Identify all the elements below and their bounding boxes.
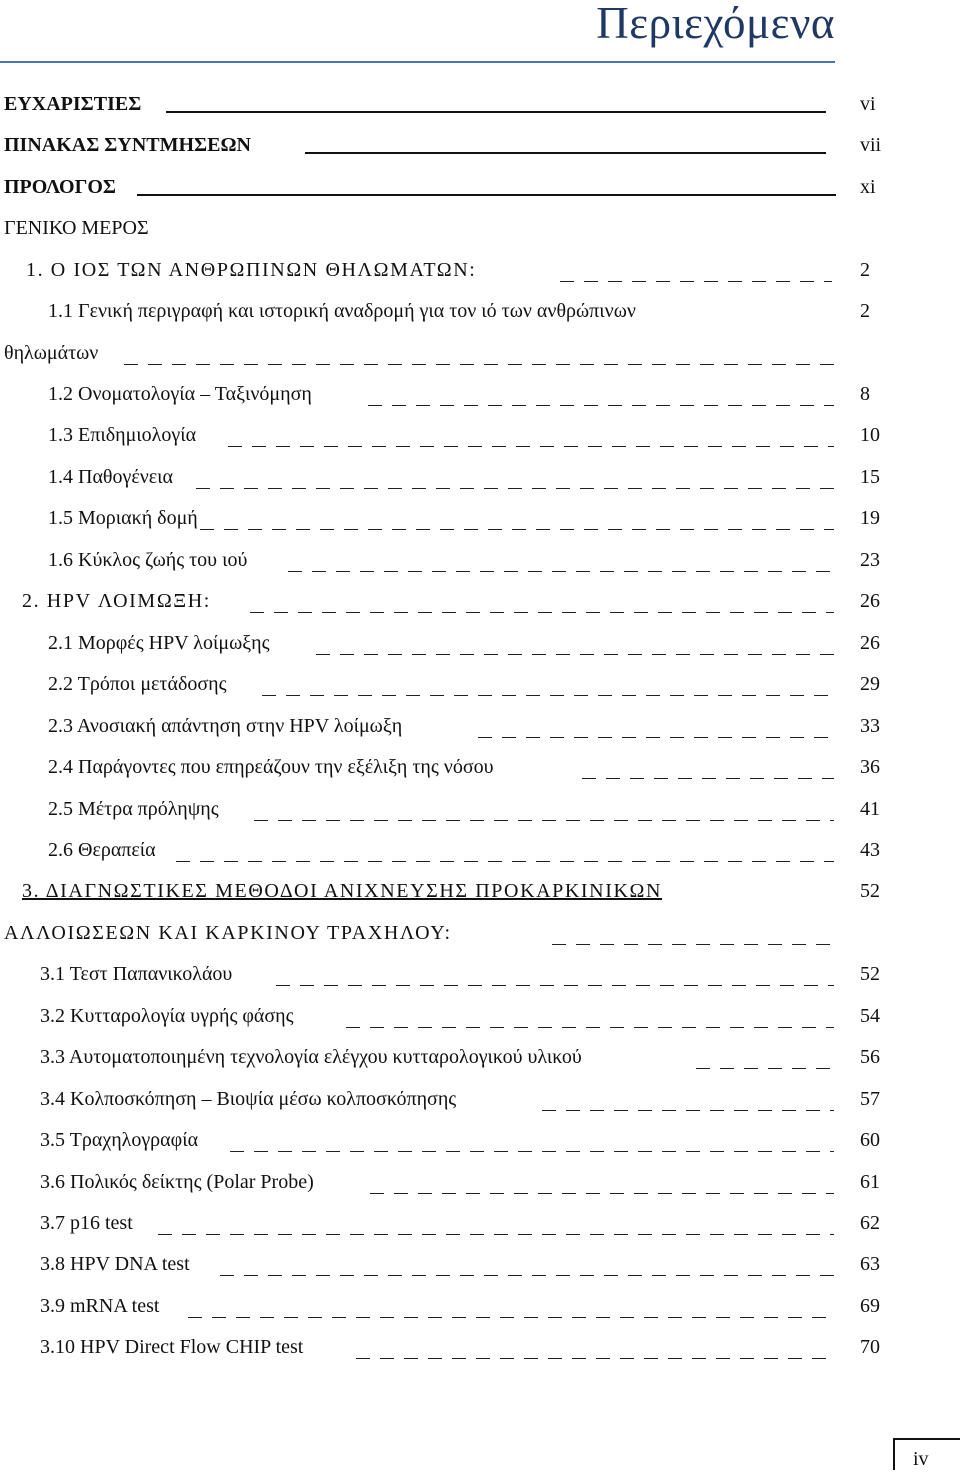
toc-entry-3-6[interactable]: [0, 1162, 900, 1202]
toc-entry-page: 52: [860, 963, 880, 985]
toc-entry-label: θηλωμάτων: [4, 342, 99, 364]
toc-entry-label: ΑΛΛΟΙΩΣΕΩΝ ΚΑΙ ΚΑΡΚΙΝΟΥ ΤΡΑΧΗΛΟΥ:: [4, 922, 452, 944]
toc-entry-page: 69: [860, 1295, 880, 1317]
toc-entry-label: 3. ΔΙΑΓΝΩΣΤΙΚΕΣ ΜΕΘΟΔΟΙ ΑΝΙΧΝΕΥΣΗΣ ΠΡΟΚΑΡΚΙΝΙΚΩΝ: [22, 880, 663, 902]
toc-entry-label: 1.3 Επιδημιολογία: [48, 424, 197, 446]
toc-entry-label: ΠΙΝΑΚΑΣ ΣΥΝΤΜΗΣΕΩΝ: [4, 134, 251, 156]
toc-leader: [166, 84, 826, 124]
toc-entry-page: 60: [860, 1129, 880, 1151]
toc-entry-page: vi: [860, 93, 876, 115]
toc-entry-label: 2.1 Μορφές HPV λοίμωξης: [48, 632, 270, 654]
toc-entry-page: 41: [860, 798, 880, 820]
toc-entry-label: 3.7 p16 test: [40, 1212, 133, 1234]
toc-entry-page: 54: [860, 1005, 880, 1027]
toc-entry-2-2[interactable]: [0, 664, 900, 704]
toc-entry-page: 2: [860, 259, 870, 281]
toc-leader: [305, 125, 826, 165]
toc-entry-page: 33: [860, 715, 880, 737]
toc-entry-page: 29: [860, 673, 880, 695]
toc-entry-label: ΕΥΧΑΡΙΣΤΙΕΣ: [4, 93, 142, 115]
toc-entry-label: 3.5 Τραχηλογραφία: [40, 1129, 199, 1151]
toc-entry-preface[interactable]: [0, 167, 900, 207]
toc-entry-page: 19: [860, 507, 880, 529]
toc-leader: [542, 1079, 834, 1119]
toc-leader: [176, 830, 834, 870]
toc-entry-abbreviations[interactable]: [0, 125, 900, 165]
toc-leader: [188, 1286, 832, 1326]
toc-entry-3-8[interactable]: [0, 1244, 900, 1284]
toc-entry-page: 10: [860, 424, 880, 446]
toc-entry-chapter-1[interactable]: [0, 250, 900, 290]
toc-entry-chapter-3-continued[interactable]: [0, 913, 900, 953]
toc-entry-page: 26: [860, 590, 880, 612]
toc-entry-general-part[interactable]: [0, 208, 900, 248]
toc-entry-label: 3.4 Κολποσκόπηση – Βιοψία μέσω κολποσκόπησης: [40, 1088, 457, 1110]
toc-entry-chapter-2[interactable]: [0, 581, 900, 621]
toc-entry-page: 23: [860, 549, 880, 571]
toc-entry-chapter-3[interactable]: [0, 871, 900, 911]
toc-entry-label: 3.3 Αυτοματοποιημένη τεχνολογία ελέγχου κυτταρολογικού υλικού: [40, 1046, 582, 1068]
toc-entry-page: 62: [860, 1212, 880, 1234]
toc-leader: [478, 706, 834, 746]
toc-entry-page: 2: [860, 300, 870, 322]
toc-leader: [368, 374, 834, 414]
toc-leader: [560, 250, 832, 290]
toc-leader: [220, 1244, 834, 1284]
toc-leader: [124, 333, 838, 373]
toc-leader: [552, 913, 832, 953]
toc-leader: [276, 954, 834, 994]
footer-rule: [893, 1438, 960, 1440]
toc-entry-label: ΓΕΝΙΚΟ ΜΕΡΟΣ: [4, 217, 149, 239]
toc-entry-1-4[interactable]: [0, 457, 900, 497]
toc-entry-1-5[interactable]: [0, 498, 900, 538]
page-number: iv: [913, 1448, 929, 1470]
toc-leader: [228, 415, 834, 455]
toc-entry-label: 1.4 Παθογένεια: [48, 466, 174, 488]
toc-entry-label: 3.1 Τεστ Παπανικολάου: [40, 963, 233, 985]
toc-entry-label: 1.5 Μοριακή δομή: [48, 507, 198, 529]
toc-entry-label: 2.5 Μέτρα πρόληψης: [48, 798, 219, 820]
toc-entry-2-4[interactable]: [0, 747, 900, 787]
toc-entry-label: ΠΡΟΛΟΓΟΣ: [4, 176, 116, 198]
toc-entry-3-4[interactable]: [0, 1079, 900, 1119]
toc-entry-label: 1.1 Γενική περιγραφή και ιστορική αναδρομή για τον ιό των ανθρώπινων: [48, 300, 636, 322]
toc-entry-3-3[interactable]: [0, 1037, 900, 1077]
toc-entry-2-6[interactable]: [0, 830, 900, 870]
toc-entry-label: 1. Ο ΙΟΣ ΤΩΝ ΑΝΘΡΩΠΙΝΩΝ ΘΗΛΩΜΑΤΩΝ:: [26, 259, 477, 281]
toc-entry-label: 2. HPV ΛΟΙΜΩΞΗ:: [22, 590, 211, 612]
toc-entry-label: 2.2 Τρόποι μετάδοσης: [48, 673, 227, 695]
toc-leader: [254, 789, 834, 829]
toc-entry-3-1[interactable]: [0, 954, 900, 994]
toc-entry-page: 26: [860, 632, 880, 654]
toc-entry-3-7[interactable]: [0, 1203, 900, 1243]
title-rule: [0, 61, 835, 63]
toc-entry-page: 15: [860, 466, 880, 488]
toc-entry-label: 3.9 mRNA test: [40, 1295, 160, 1317]
toc-entry-label: 3.6 Πολικός δείκτης (Polar Probe): [40, 1171, 314, 1193]
toc-entry-2-3[interactable]: [0, 706, 900, 746]
toc-entry-page: 61: [860, 1171, 880, 1193]
toc-leader: [230, 1120, 834, 1160]
toc-leader: [250, 581, 834, 621]
toc-leader: [696, 1037, 834, 1077]
toc-entry-acknowledgements[interactable]: [0, 84, 900, 124]
toc-entry-1-2[interactable]: [0, 374, 900, 414]
toc-leader: [316, 623, 834, 663]
toc-entry-1-1-continued[interactable]: [0, 333, 900, 373]
toc-entry-page: vii: [860, 134, 882, 156]
toc-leader: [288, 540, 834, 580]
toc-leader: [196, 457, 834, 497]
toc-entry-page: 63: [860, 1253, 880, 1275]
toc-leader: [346, 996, 834, 1036]
toc-leader: [158, 1203, 834, 1243]
page-title: Περιεχόμενα: [596, 0, 835, 48]
toc-entry-page: 43: [860, 839, 880, 861]
toc-entry-1-1[interactable]: [0, 291, 900, 331]
toc-leader: [262, 664, 834, 704]
toc-leader: [370, 1162, 834, 1202]
toc-entry-label: 2.3 Ανοσιακή απάντηση στην HPV λοίμωξη: [48, 715, 403, 737]
footer-rule-vertical: [893, 1438, 895, 1470]
toc-entry-page: 57: [860, 1088, 880, 1110]
toc-entry-label: 1.2 Ονοματολογία – Ταξινόμηση: [48, 383, 312, 405]
toc-entry-page: 36: [860, 756, 880, 778]
toc-entry-page: 52: [860, 880, 880, 902]
toc-entry-3-9[interactable]: [0, 1286, 900, 1326]
toc-entry-page: 8: [860, 383, 870, 405]
toc-entry-page: 56: [860, 1046, 880, 1068]
toc-entry-3-2[interactable]: [0, 996, 900, 1036]
toc-leader: [200, 498, 834, 538]
toc-leader: [582, 747, 834, 787]
toc-entry-page: xi: [860, 176, 876, 198]
toc-entry-label: 3.2 Κυτταρολογία υγρής φάσης: [40, 1005, 294, 1027]
toc-entry-label: 3.10 HPV Direct Flow CHIP test: [40, 1336, 304, 1358]
toc-entry-label: 2.4 Παράγοντες που επηρεάζουν την εξέλιξη της νόσου: [48, 756, 494, 778]
toc-leader: [356, 1327, 834, 1367]
toc-entry-1-3[interactable]: [0, 415, 900, 455]
toc-entry-3-10[interactable]: [0, 1327, 900, 1367]
toc-entry-3-5[interactable]: [0, 1120, 900, 1160]
toc-entry-2-5[interactable]: [0, 789, 900, 829]
toc-entry-1-6[interactable]: [0, 540, 900, 580]
toc-entry-label: 2.6 Θεραπεία: [48, 839, 156, 861]
toc-entry-2-1[interactable]: [0, 623, 900, 663]
toc-entry-label: 3.8 HPV DNA test: [40, 1253, 190, 1275]
toc-entry-label: 1.6 Κύκλος ζωής του ιού: [48, 549, 248, 571]
toc-leader: [137, 167, 836, 207]
toc-entry-page: 70: [860, 1336, 880, 1358]
